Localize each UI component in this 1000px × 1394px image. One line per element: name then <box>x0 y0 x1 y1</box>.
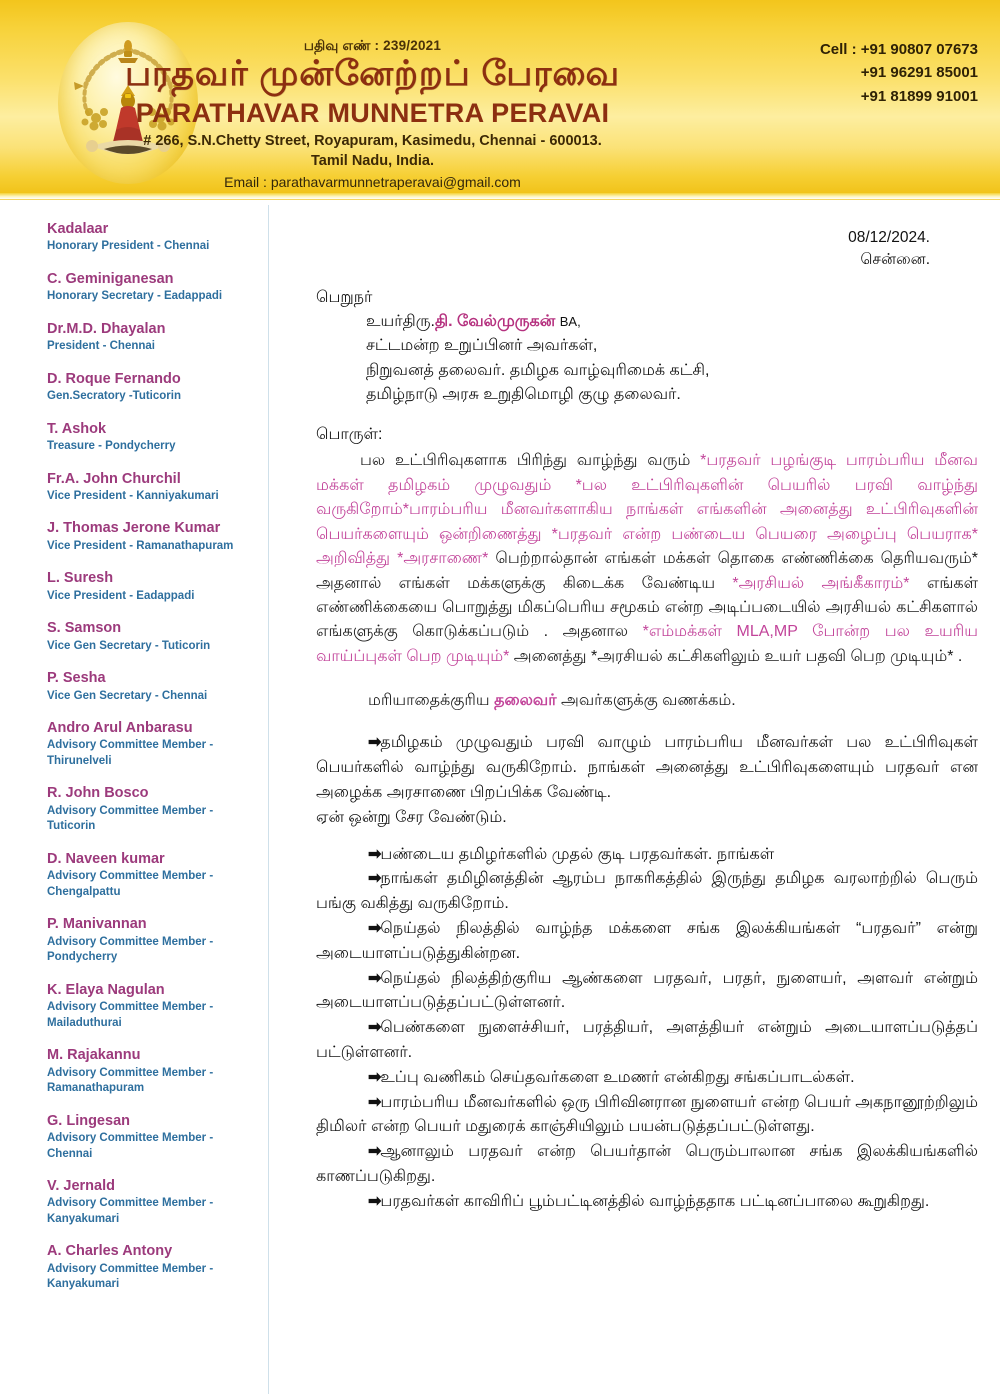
paragraph-text: ஏன் ஒன்று சேர வேண்டும். <box>316 808 507 826</box>
member-name: D. Naveen kumar <box>47 850 165 867</box>
bullet-paragraph <box>316 1140 978 1190</box>
letter-place: சென்னை. <box>860 251 930 269</box>
recipient-line-2: சட்டமன்ற உறுப்பினர் அவர்கள், <box>366 337 598 355</box>
member-role: Honorary Secretary - Eadappadi <box>47 290 223 303</box>
member-role: Advisory Committee Member - Thirunelveli <box>47 739 214 767</box>
letter-content <box>269 205 1000 1394</box>
paragraph-text: நெய்தல் நிலத்தில் வாழ்ந்த மக்களை சங்க இலக்கியங்கள் “பரதவர்” என்று அடையாளப்படுத்துகின்றன. <box>316 919 978 962</box>
paragraph-text: நாங்கள் தமிழினத்தின் ஆரம்ப நாகரிகத்தில் இருந்து தமிழக வரலாற்றில் பெரும் பங்கு வகித்து வருகிறோம். <box>316 870 978 913</box>
member-role: Advisory Committee Member - Ramanathapuram <box>47 1066 214 1095</box>
recipient-qualification: BA, <box>559 313 581 329</box>
sidebar-member-entry <box>47 720 250 769</box>
sidebar-member-entry <box>47 1113 250 1162</box>
letter-body-paragraphs <box>316 731 978 1214</box>
member-name: V. Jernald <box>47 1178 115 1195</box>
subject-segment: *அரசியல் அங்கீகாரம்* <box>732 574 910 592</box>
recipient-name: தி. வேல்முருகன் <box>434 312 556 330</box>
member-name: T. Ashok <box>47 420 107 437</box>
member-role: Gen.Secratory -Tuticorin <box>47 390 181 403</box>
recipient-line-4: தமிழ்நாடு அரசு உறுதிமொழி குழு தலைவர். <box>366 385 681 403</box>
greeting-line <box>316 689 978 713</box>
sidebar-member-entry <box>47 570 250 604</box>
phone-number: Cell : +91 90807 07673 <box>819 41 978 58</box>
sidebar-member-entry <box>47 851 250 900</box>
bullet-paragraph <box>316 843 978 868</box>
arrow-bullet-icon: ➡ <box>368 1068 381 1086</box>
arrow-bullet-icon: ➡ <box>368 870 381 888</box>
member-name: J. Thomas Jerone Kumar <box>47 520 221 537</box>
member-role: Advisory Committee Member - Chengalpattu <box>47 870 214 898</box>
member-name: S. Samson <box>47 620 122 637</box>
member-role: Vice President - Kanniyakumari <box>47 489 219 502</box>
paragraph-text: உப்பு வணிகம் செய்தவர்களை உமணர் என்கிறது சங்கப்பாடல்கள். <box>380 1068 855 1086</box>
paragraph-text: தமிழகம் முழுவதும் பரவி வாழும் பாரம்பரிய மீனவர்கள் பல உட்பிரிவுகள் பெயர்களில் வாழ்ந்து வருகிறோம். நாங்கள் அனைத்து உட்பிரிவுகளையும் பரதவர் என அழைக்க அரசாணை பிறப்பிக்க வேண்டி. <box>316 734 978 801</box>
office-bearers-sidebar <box>0 205 269 1394</box>
letterhead <box>0 0 1000 205</box>
bullet-paragraph <box>316 1190 978 1215</box>
recipient-name-line <box>366 310 978 334</box>
member-name: C. Geminiganesan <box>47 270 174 287</box>
page-body <box>0 205 1000 1394</box>
phone-number: +91 96291 85001 <box>860 64 978 82</box>
subject-segment: அனைத்து *அரசியல் கட்சிகளிலும் உயர் பதவி பெற முடியும்* . <box>509 647 963 665</box>
letter-date: 08/12/2024. <box>848 229 930 246</box>
org-name-tamil: பரதவர் முன்னேற்றப் பேரவை <box>124 54 621 93</box>
registration-number: பதிவு எண் : 239/2021 <box>303 38 442 53</box>
bullet-paragraph <box>316 731 978 805</box>
bullet-paragraph <box>316 1016 978 1066</box>
member-role: Advisory Committee Member - Tuticorin <box>47 804 214 833</box>
member-name: G. Lingesan <box>47 1112 130 1129</box>
email-address: Email : parathavarmunnetraperavai@gmail.com <box>224 174 521 190</box>
subject-segment: பல உட்பிரிவுகளாக பிரிந்து வாழ்ந்து வரும் <box>360 452 701 470</box>
greeting-prefix: மரியாதைக்குரிய <box>368 692 495 710</box>
subject-paragraph <box>316 449 978 669</box>
sidebar-member-entry <box>47 1047 250 1096</box>
member-role: Vice Gen Secretary - Tuticorin <box>47 639 211 652</box>
sidebar-member-entry <box>47 982 250 1031</box>
plain-paragraph <box>316 806 978 831</box>
subject-label: பொருள்: <box>316 426 383 444</box>
greeting-highlight: தலைவர் <box>494 692 557 710</box>
member-name: Andro Arul Anbarasu <box>47 720 193 737</box>
member-role: Vice President - Eadappadi <box>47 589 195 602</box>
sidebar-member-entry <box>47 1178 250 1227</box>
greeting-suffix: அவர்களுக்கு வணக்கம். <box>556 692 736 710</box>
sidebar-member-entry <box>47 620 250 654</box>
sidebar-member-entry <box>47 271 250 305</box>
member-role: Advisory Committee Member - Pondycherry <box>47 935 214 964</box>
sidebar-member-entry <box>47 421 250 455</box>
paragraph-text: பண்டைய தமிழர்களில் முதல் குடி பரதவர்கள். நாங்கள் <box>380 845 775 863</box>
arrow-bullet-icon: ➡ <box>368 1143 381 1161</box>
sidebar-member-entry <box>47 371 250 405</box>
member-name: Kadalaar <box>47 221 109 237</box>
member-name: M. Rajakannu <box>47 1047 141 1064</box>
subject-segment: *எம்மக்கள் MLA,MP போன்ற பல உயரிய வாய்ப்புகள் பெற முடியும்* <box>316 623 978 665</box>
paragraph-text: ஆனாலும் பரதவர் என்ற பெயர்தான் பெரும்பாலான சங்க இலக்கியங்களில் காணப்படுகிறது. <box>316 1143 978 1185</box>
recipient-line-3: நிறுவனத் தலைவர். தமிழக வாழ்வுரிமைக் கட்சி, <box>366 361 710 379</box>
arrow-bullet-icon: ➡ <box>368 845 381 863</box>
subject-segment: *பரதவர் பழங்குடி பாரம்பரிய மீனவ மக்கள் தமிழகம் முழுவதும் *பல உட்பிரிவுகளின் பெயரில் பரவி வாழ்ந்து வருகிறோம்*பாரம்பரிய மீனவர்களாகிய நாங்கள் எங்களின் அனைத்து உட்பிரிவுகளின் பெயர்களையும் ஒன்றிணைத்து *பரதவர் என்ற பண்டைய பெயரை அழைப்பு பெயராக* அறிவித்து *அரசாணை* <box>316 452 979 568</box>
sidebar-member-entry <box>47 321 250 355</box>
member-role: Advisory Committee Member - Kanyakumari <box>47 1262 214 1291</box>
recipient-prefix: உயர்திரு. <box>366 312 435 330</box>
member-name: L. Suresh <box>47 570 114 587</box>
paragraph-text: பெண்களை நுளைச்சியர், பரத்தியர், அளத்தியர் என்றும் அடையாளப்படுத்தப் பட்டுள்ளனர். <box>316 1019 978 1061</box>
member-role: Advisory Committee Member - Chennai <box>47 1131 214 1160</box>
arrow-bullet-icon: ➡ <box>368 969 381 987</box>
sidebar-member-entry <box>47 916 250 965</box>
recipient-label: பெறுநர் <box>316 288 373 306</box>
sidebar-member-entry <box>47 520 250 554</box>
sidebar-member-entry <box>47 221 250 255</box>
member-role: Vice President - Ramanathapuram <box>47 539 234 552</box>
address-line-2: Tamil Nadu, India. <box>311 153 434 169</box>
member-role: Advisory Committee Member - Kanyakumari <box>47 1197 214 1225</box>
contact-phone-list <box>820 38 978 108</box>
bullet-paragraph <box>316 867 978 917</box>
address-line-1: # 266, S.N.Chetty Street, Royapuram, Kasimedu, Chennai - 600013. <box>143 133 602 149</box>
recipient-block <box>316 310 978 407</box>
arrow-bullet-icon: ➡ <box>368 1093 381 1111</box>
sidebar-member-entry <box>47 670 250 704</box>
subject-segment: எங்கள் எண்ணிக்கையை பொறுத்து மிகப்பெரிய சமூகம் என்ற அடிப்படையில் அரசியல் கட்சிகளால் எங்களுக்கு கொடுக்கப்படும் . அதனால <box>316 574 979 641</box>
sidebar-member-entry <box>47 1243 250 1292</box>
date-place-block <box>316 227 978 272</box>
member-role: Vice Gen Secretary - Chennai <box>47 689 208 702</box>
bullet-paragraph <box>316 967 978 1017</box>
arrow-bullet-icon: ➡ <box>368 734 381 752</box>
member-name: Dr.M.D. Dhayalan <box>47 320 166 337</box>
member-role: President - Chennai <box>47 340 155 353</box>
org-name-english: PARATHAVAR MUNNETRA PERAVAI <box>135 98 610 128</box>
bullet-paragraph <box>316 917 978 967</box>
member-role: Advisory Committee Member - Mailaduthurai <box>47 1001 214 1029</box>
member-name: Fr.A. John Churchil <box>47 470 181 487</box>
member-name: A. Charles Antony <box>47 1243 173 1260</box>
subject-segment: பெற்றால்தான் எங்கள் மக்கள் தொகை எண்ணிக்கை தெரியவரும்* அதனால் எங்கள் மக்களுக்கு கிடைக்க வேண்டிய <box>316 550 978 592</box>
paragraph-text: நெய்தல் நிலத்திற்குரிய ஆண்களை பரதவர், பரதர், நுளையர், அளவர் என்றும் அடையாளப்படுத்தப்பட்டுள்ளனர். <box>316 969 978 1012</box>
member-name: K. Elaya Nagulan <box>47 981 165 998</box>
member-role: Honorary President - Chennai <box>47 240 210 253</box>
phone-number: +91 81899 91001 <box>860 87 978 105</box>
member-role: Treasure - Pondycherry <box>47 440 176 453</box>
paragraph-text: பரதவர்கள் காவிரிப் பூம்பட்டினத்தில் வாழ்ந்ததாக பட்டினப்பாலை கூறுகிறது. <box>380 1192 930 1210</box>
paragraph-text: பாரம்பரிய மீனவர்களில் ஒரு பிரிவினரான நுளையர் என்ற பெயர் அகநானூற்றிலும் திமிலர் என்ற பெயர் மதுரைக் காஞ்சியிலும் பயன்படுத்தப்பட்டுள்ளது. <box>316 1093 978 1136</box>
arrow-bullet-icon: ➡ <box>368 919 381 937</box>
bullet-paragraph <box>316 1091 978 1141</box>
member-name: P. Manivannan <box>47 916 147 933</box>
bullet-paragraph <box>316 1066 978 1091</box>
member-name: D. Roque Fernando <box>47 370 181 387</box>
member-name: R. John Bosco <box>47 785 149 802</box>
arrow-bullet-icon: ➡ <box>368 1019 381 1037</box>
sidebar-member-entry <box>47 471 250 505</box>
sidebar-member-entry <box>47 785 250 834</box>
member-name: P. Sesha <box>47 670 106 687</box>
arrow-bullet-icon: ➡ <box>368 1192 381 1210</box>
